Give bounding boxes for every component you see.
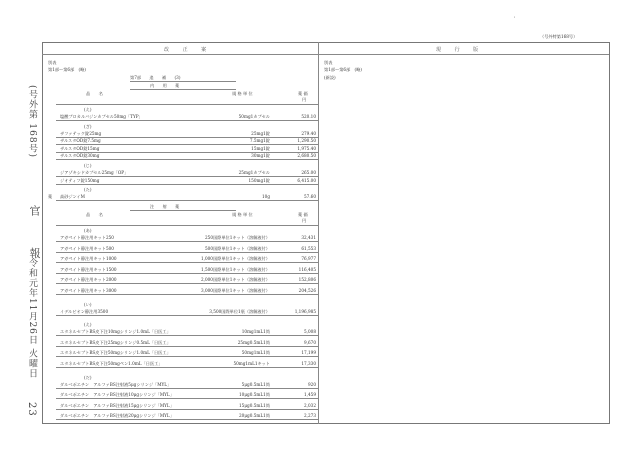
group-kana: (だ) [84, 374, 92, 380]
drug-price: 279.40 [301, 130, 316, 136]
drug-name: ザファテック錠25mg [60, 130, 102, 136]
page-number: 23 [26, 402, 37, 417]
row-rule [56, 184, 318, 185]
gazette-issue: (号外第 168号) [27, 85, 37, 159]
drug-unit: 1,000国際単位1キット（溶解液付） [200, 256, 270, 262]
drug-name: アガペイト静注用キット250 [60, 235, 114, 240]
drug-unit: 5μg0.5mL1筒 [241, 381, 270, 387]
inj-col-price: 薬 価 [298, 212, 308, 217]
drug-name: エタネルセプトBS皮下注10mgシリンジ1.0mL「日医工」 [60, 329, 171, 335]
row-rule [56, 273, 318, 274]
drug-name: ジオティフ錠150mg [60, 177, 100, 183]
drug-price: 2,680.50 [297, 153, 316, 159]
drug-price: 920 [308, 381, 316, 387]
drug-price: 116,405 [298, 266, 316, 272]
group-kana: (ざ) [84, 123, 92, 129]
row-rule [56, 315, 318, 316]
drug-name: アガペイト静注用キット1000 [60, 256, 117, 262]
drug-price: 32,431 [301, 235, 316, 240]
drug-name: ダルベポエチン アルファBS注射液5μgシリンジ「MYL」 [60, 381, 172, 387]
drug-price: 520.10 [301, 114, 316, 119]
drug-name: ザルスタOD錠7.5mg [60, 138, 101, 144]
drug-unit: 250国際単位1キット（溶解液付） [204, 235, 270, 240]
drug-name: アガペイト静注用キット3000 [60, 288, 117, 293]
drug-unit: 10mg1mL1筒 [241, 329, 270, 335]
row-rule [56, 367, 318, 368]
drug-unit: 50mg1mL1キット [233, 361, 270, 366]
drug-name: ザルスタOD錠30mg [60, 153, 100, 159]
left-header: 改 正 案 [164, 47, 213, 53]
drug-price: 9,670 [304, 339, 316, 345]
drug-price: 17,199 [301, 350, 316, 356]
drug-price: 1,290.50 [297, 138, 316, 144]
gazette-title: 官 報 [28, 205, 41, 273]
drug-unit: 30mg1錠 [251, 153, 270, 159]
group-kana: (え) [84, 107, 92, 112]
part-title: 第7部 追 補 (3) [130, 75, 181, 80]
drug-unit: 150mg1錠 [248, 177, 270, 183]
col-unit: 規 格 単 位 [232, 91, 253, 96]
drug-unit: 20μg0.5mL1筒 [239, 413, 270, 419]
group-kana: (あ) [84, 228, 92, 233]
row-rule [56, 262, 318, 263]
drug-unit: 25mg1錠 [251, 130, 270, 136]
col-price: 薬 価 [298, 91, 308, 96]
row-rule [56, 335, 318, 336]
drug-unit: 7.5mg1錠 [249, 138, 270, 144]
row-rule [56, 252, 318, 253]
oral-side-mark: 薬 [48, 194, 53, 199]
row-rule [56, 120, 318, 121]
group-kana: (い) [84, 301, 92, 307]
drug-unit: 10g [261, 194, 270, 200]
drug-unit: 2,000国際単位1キット（溶解液付） [200, 277, 270, 283]
left-section-label: 第1部～第6部 (略) [48, 67, 86, 72]
row-rule [56, 409, 318, 410]
drug-unit: 15μg0.5mL1筒 [239, 402, 270, 408]
drug-unit: 1,500国際単位1キット（溶解液付） [200, 266, 270, 272]
drug-price: 204,526 [298, 288, 316, 293]
injection-title: 注 射 薬 [150, 204, 180, 209]
drug-name: 高砂ジンイM [60, 194, 85, 200]
corner-mark: ' [514, 16, 516, 21]
drug-price: 152,806 [298, 277, 316, 283]
drug-unit: 25mg1カプセル [238, 170, 270, 175]
drug-name: エタネルセプトBS皮下注50mgシリンジ1.0mL「日医工」 [60, 350, 171, 356]
row-rule [56, 419, 318, 420]
row-rule [56, 159, 318, 160]
drug-name: エタネルセプトBS皮下注25mgシリンジ0.5mL「日医工」 [60, 339, 171, 345]
drug-price: 2,032 [304, 402, 316, 408]
row-rule [56, 283, 318, 284]
col-price-unit: 円 [302, 97, 307, 102]
group-kana: (え) [84, 322, 92, 328]
drug-name: イデルビオン静注用3500 [60, 308, 109, 314]
inj-col-unit: 規 格 単 位 [232, 212, 253, 217]
drug-price: 17,330 [301, 361, 316, 366]
drug-unit: 3,500国際単位1瓶（溶解液付） [209, 308, 270, 314]
drug-name: アガペイト静注用キット1500 [60, 266, 117, 272]
row-rule [56, 388, 318, 389]
drug-price: 6,415.00 [297, 177, 316, 183]
row-rule [56, 241, 318, 242]
gazette-date: 令和元年11月26日 火曜日 [27, 258, 37, 379]
drug-name: 塩酸プロカルバジンカプセル50mg「TYP」 [60, 114, 143, 119]
drug-name: アガペイト静注用キット500 [60, 245, 114, 251]
left-table-label: 別表 [48, 60, 57, 65]
drug-price: 265.00 [301, 170, 316, 175]
group-kana: (た) [84, 187, 92, 193]
row-rule [56, 294, 318, 295]
row-rule [56, 346, 318, 347]
drug-name: ジアゾキシドカプセル25mg「OP」 [60, 170, 129, 175]
right-table-label: 別表 [324, 60, 333, 65]
drug-price: 1,975.40 [297, 145, 316, 151]
drug-price: 57.60 [304, 194, 316, 200]
right-note: (新設) [324, 75, 336, 80]
drug-name: エタネルセプトBS皮下注50mgペン1.0mL「日医工」 [60, 361, 163, 366]
inj-col-name: 品 名 [86, 212, 103, 217]
drug-unit: 10μg0.5mL1筒 [239, 392, 270, 398]
col-name: 品 名 [86, 91, 103, 96]
drug-price: 76,977 [301, 256, 316, 262]
row-rule [56, 200, 318, 201]
drug-price: 1,196,985 [294, 308, 316, 314]
drug-unit: 50mg1mL1筒 [241, 350, 270, 356]
drug-name: ザルスタOD錠15mg [60, 145, 100, 151]
drug-unit: 3,000国際単位1キット（溶解液付） [200, 288, 270, 293]
oral-title: 内 用 薬 [150, 83, 180, 88]
drug-name: ダルベポエチン アルファBS注射液10μgシリンジ「MYL」 [60, 392, 174, 398]
drug-name: アガペイト静注用キット2000 [60, 277, 117, 283]
drug-price: 5,008 [304, 329, 316, 335]
drug-unit: 50mg1カプセル [238, 114, 270, 119]
drug-unit: 25mg0.5mL1筒 [237, 339, 270, 345]
inj-col-price-unit: 円 [302, 218, 307, 223]
drug-price: 2,273 [304, 413, 316, 419]
drug-unit: 15mg1錠 [251, 145, 270, 151]
drug-name: ダルベポエチン アルファBS注射液20μgシリンジ「MYL」 [60, 413, 174, 419]
row-rule [56, 356, 318, 357]
drug-name: ダルベポエチン アルファBS注射液15μgシリンジ「MYL」 [60, 402, 174, 408]
group-kana: (じ) [84, 163, 92, 168]
right-header: 現 行 版 [436, 47, 485, 53]
row-rule [56, 398, 318, 399]
top-right-label: （号外特第168号） [540, 34, 578, 39]
right-section-label: 第1部～第6部 (略) [324, 67, 362, 72]
drug-price: 1,459 [304, 392, 316, 398]
drug-price: 61,553 [301, 245, 316, 251]
drug-unit: 500国際単位1キット（溶解液付） [204, 245, 270, 251]
